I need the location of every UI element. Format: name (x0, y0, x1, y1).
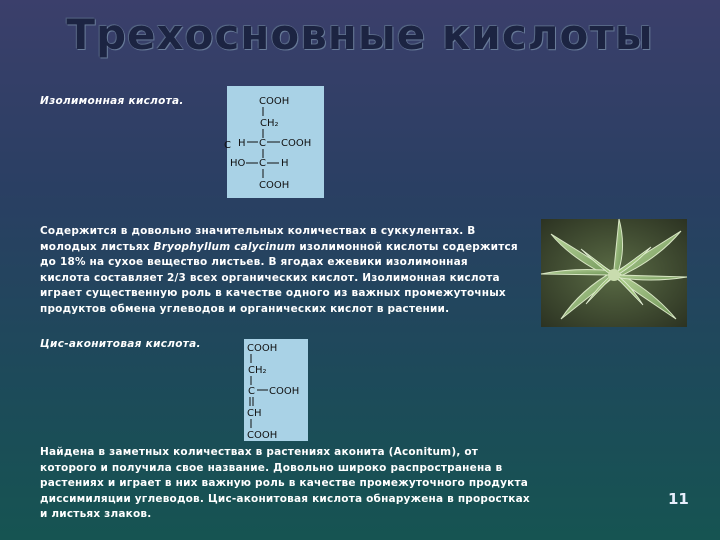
plant-photo (541, 219, 687, 327)
formula-row4-left: HO (230, 158, 246, 169)
formula-edge-char: C (224, 140, 231, 151)
formula-row3-center: C (259, 138, 266, 149)
species-name: Bryophyllum calycinum (153, 240, 296, 253)
formula-top-cooh: COOH (247, 343, 278, 354)
formula-row3-center: C (248, 386, 255, 397)
formula-row4-center: CH (247, 408, 262, 419)
isocitric-acid-description: Содержится в довольно значительных количествах в суккулентах. В молодых листьях Bryophyllum calycinum изолимонной кислоты содержится до 18% на сухое вещество листьев. В ягодах ежевики изолимонная кислота составляет 2/3 всех органических кислот. Изолимонная кислота играет существенную роль в качестве одного из важных промежуточных продуктов обмена углеводов и органических кислот в растении. (40, 225, 518, 315)
formula-row3-right: COOH (269, 386, 300, 397)
formula-bottom-cooh: COOH (259, 180, 290, 191)
aconitic-acid-formula (244, 339, 308, 441)
formula-row3-right: COOH (281, 138, 312, 149)
formula-row3-left: H (238, 138, 246, 149)
formula-top-cooh: COOH (259, 96, 290, 107)
page-number: 11 (668, 490, 689, 508)
formula-row4-right: H (281, 158, 289, 169)
formula-ch2: CH₂ (260, 118, 279, 129)
formula-row4-center: C (259, 158, 266, 169)
aconitic-acid-label: Цис-аконитовая кислота. (40, 338, 201, 350)
isocitric-acid-formula (224, 86, 324, 198)
formula-bottom-cooh: COOH (247, 430, 278, 441)
slide-title: Трехосновные кислоты (66, 10, 654, 59)
isocitric-acid-label: Изолимонная кислота. (40, 95, 184, 107)
aconitic-acid-description: Найдена в заметных количествах в растениях аконита (Aconitum), от которого и получила свое название. Довольно широко распространена в растениях и играет в них важную роль в качестве промежуточного продукта диссимиляции углеводов. Цис-аконитовая кислота обнаружена в проростках и листьях злаков. (40, 446, 530, 520)
formula-ch2: CH₂ (248, 365, 267, 376)
